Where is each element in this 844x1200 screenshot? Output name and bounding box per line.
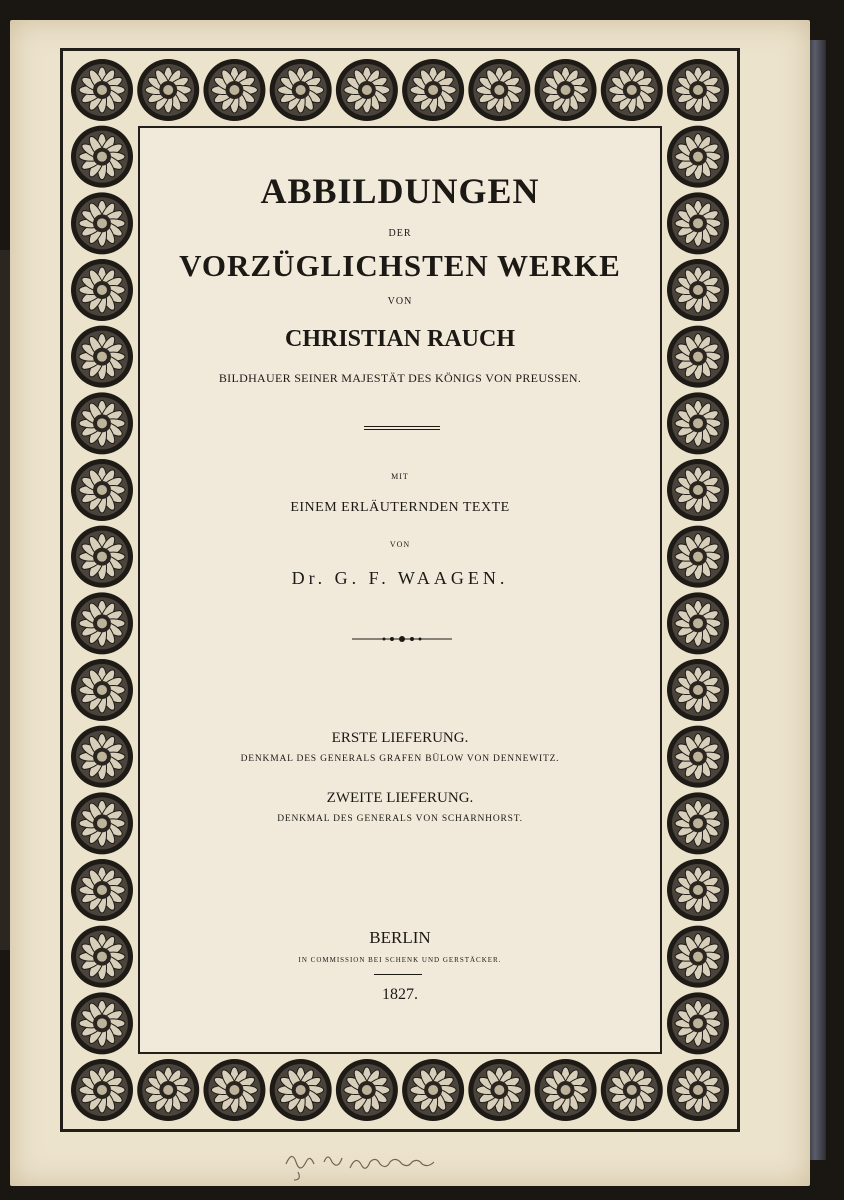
imprint-publisher: IN COMMISSION BEI SCHENK UND GERSTÄCKER. (298, 956, 502, 964)
rosette-ornament (402, 59, 464, 121)
author-name: Dr. G. F. WAAGEN. (291, 568, 509, 588)
artist-description: BILDHAUER SEINER MAJESTÄT DES KÖNIGS VON PREUSSEN. (218, 371, 582, 385)
rosette-ornament (137, 59, 199, 121)
rosette-ornament (71, 592, 133, 654)
rosette-ornament (667, 326, 729, 388)
rosette-ornament (601, 1059, 663, 1121)
rosette-ornament (468, 59, 530, 121)
rosette-ornament (336, 59, 398, 121)
rosette-ornament (270, 1059, 332, 1121)
rosette-ornament (535, 1059, 597, 1121)
rosette-ornament (667, 259, 729, 321)
rosette-ornament (667, 192, 729, 254)
rosette-ornament (71, 926, 133, 988)
rosette-ornament (203, 1059, 265, 1121)
rule-divider-2 (374, 974, 422, 975)
rosette-ornament (667, 792, 729, 854)
rosette-ornament (667, 726, 729, 788)
rosette-ornament (667, 392, 729, 454)
ornamental-divider (350, 633, 454, 645)
title-works: VORZÜGLICHSTEN WERKE (179, 248, 621, 283)
rosette-ornament (336, 1059, 398, 1121)
rosette-ornament (535, 59, 597, 121)
rosette-ornament (667, 459, 729, 521)
part-one-subject: DENKMAL DES GENERALS GRAFEN BÜLOW VON DENNEWITZ. (240, 754, 560, 764)
rosette-ornament (71, 992, 133, 1054)
rosette-ornament (601, 59, 663, 121)
handwritten-pencil-note (280, 1142, 480, 1182)
text-description: EINEM ERLÄUTERNDEN TEXTE (290, 500, 510, 515)
rosette-ornament (71, 192, 133, 254)
rosette-ornament (667, 992, 729, 1054)
imprint-year: 1827. (382, 986, 418, 1003)
rosette-ornament (667, 859, 729, 921)
main-title: ABBILDUNGEN (260, 171, 540, 211)
rosette-ornament (667, 592, 729, 654)
rosette-ornament (667, 526, 729, 588)
imprint-city: BERLIN (369, 928, 431, 947)
rule-divider-1b (364, 429, 440, 430)
rosette-ornament (71, 726, 133, 788)
rule-divider-1 (364, 426, 440, 427)
rosette-ornament (71, 859, 133, 921)
rosette-ornament (667, 926, 729, 988)
rosette-ornament (71, 392, 133, 454)
rosette-ornament (137, 1059, 199, 1121)
part-two-title: ZWEITE LIEFERUNG. (326, 790, 474, 806)
rosette-ornament (71, 459, 133, 521)
artist-name: CHRISTIAN RAUCH (284, 326, 516, 352)
rosette-ornament (71, 659, 133, 721)
rosette-ornament (71, 59, 133, 121)
rosette-ornament (71, 326, 133, 388)
rosette-ornament (71, 126, 133, 188)
rosette-ornament (71, 1059, 133, 1121)
rosette-ornament (667, 659, 729, 721)
title-connector-von: VON (387, 296, 413, 307)
rosette-ornament (667, 59, 729, 121)
rosette-ornament (203, 59, 265, 121)
rosette-ornament (667, 1059, 729, 1121)
rosette-ornament (71, 259, 133, 321)
book-binding-edge (808, 40, 826, 1160)
rosette-ornament (468, 1059, 530, 1121)
part-one-title: ERSTE LIEFERUNG. (331, 730, 469, 746)
rosette-ornament (71, 526, 133, 588)
part-two-subject: DENKMAL DES GENERALS VON SCHARNHORST. (277, 814, 523, 824)
text-mit: MIT (391, 472, 409, 481)
rosette-ornament (402, 1059, 464, 1121)
text-von: VON (389, 540, 411, 549)
title-text-panel (138, 126, 662, 1054)
rosette-ornament (71, 792, 133, 854)
title-connector-der: DER (388, 228, 412, 239)
rosette-ornament (667, 126, 729, 188)
rosette-ornament (270, 59, 332, 121)
